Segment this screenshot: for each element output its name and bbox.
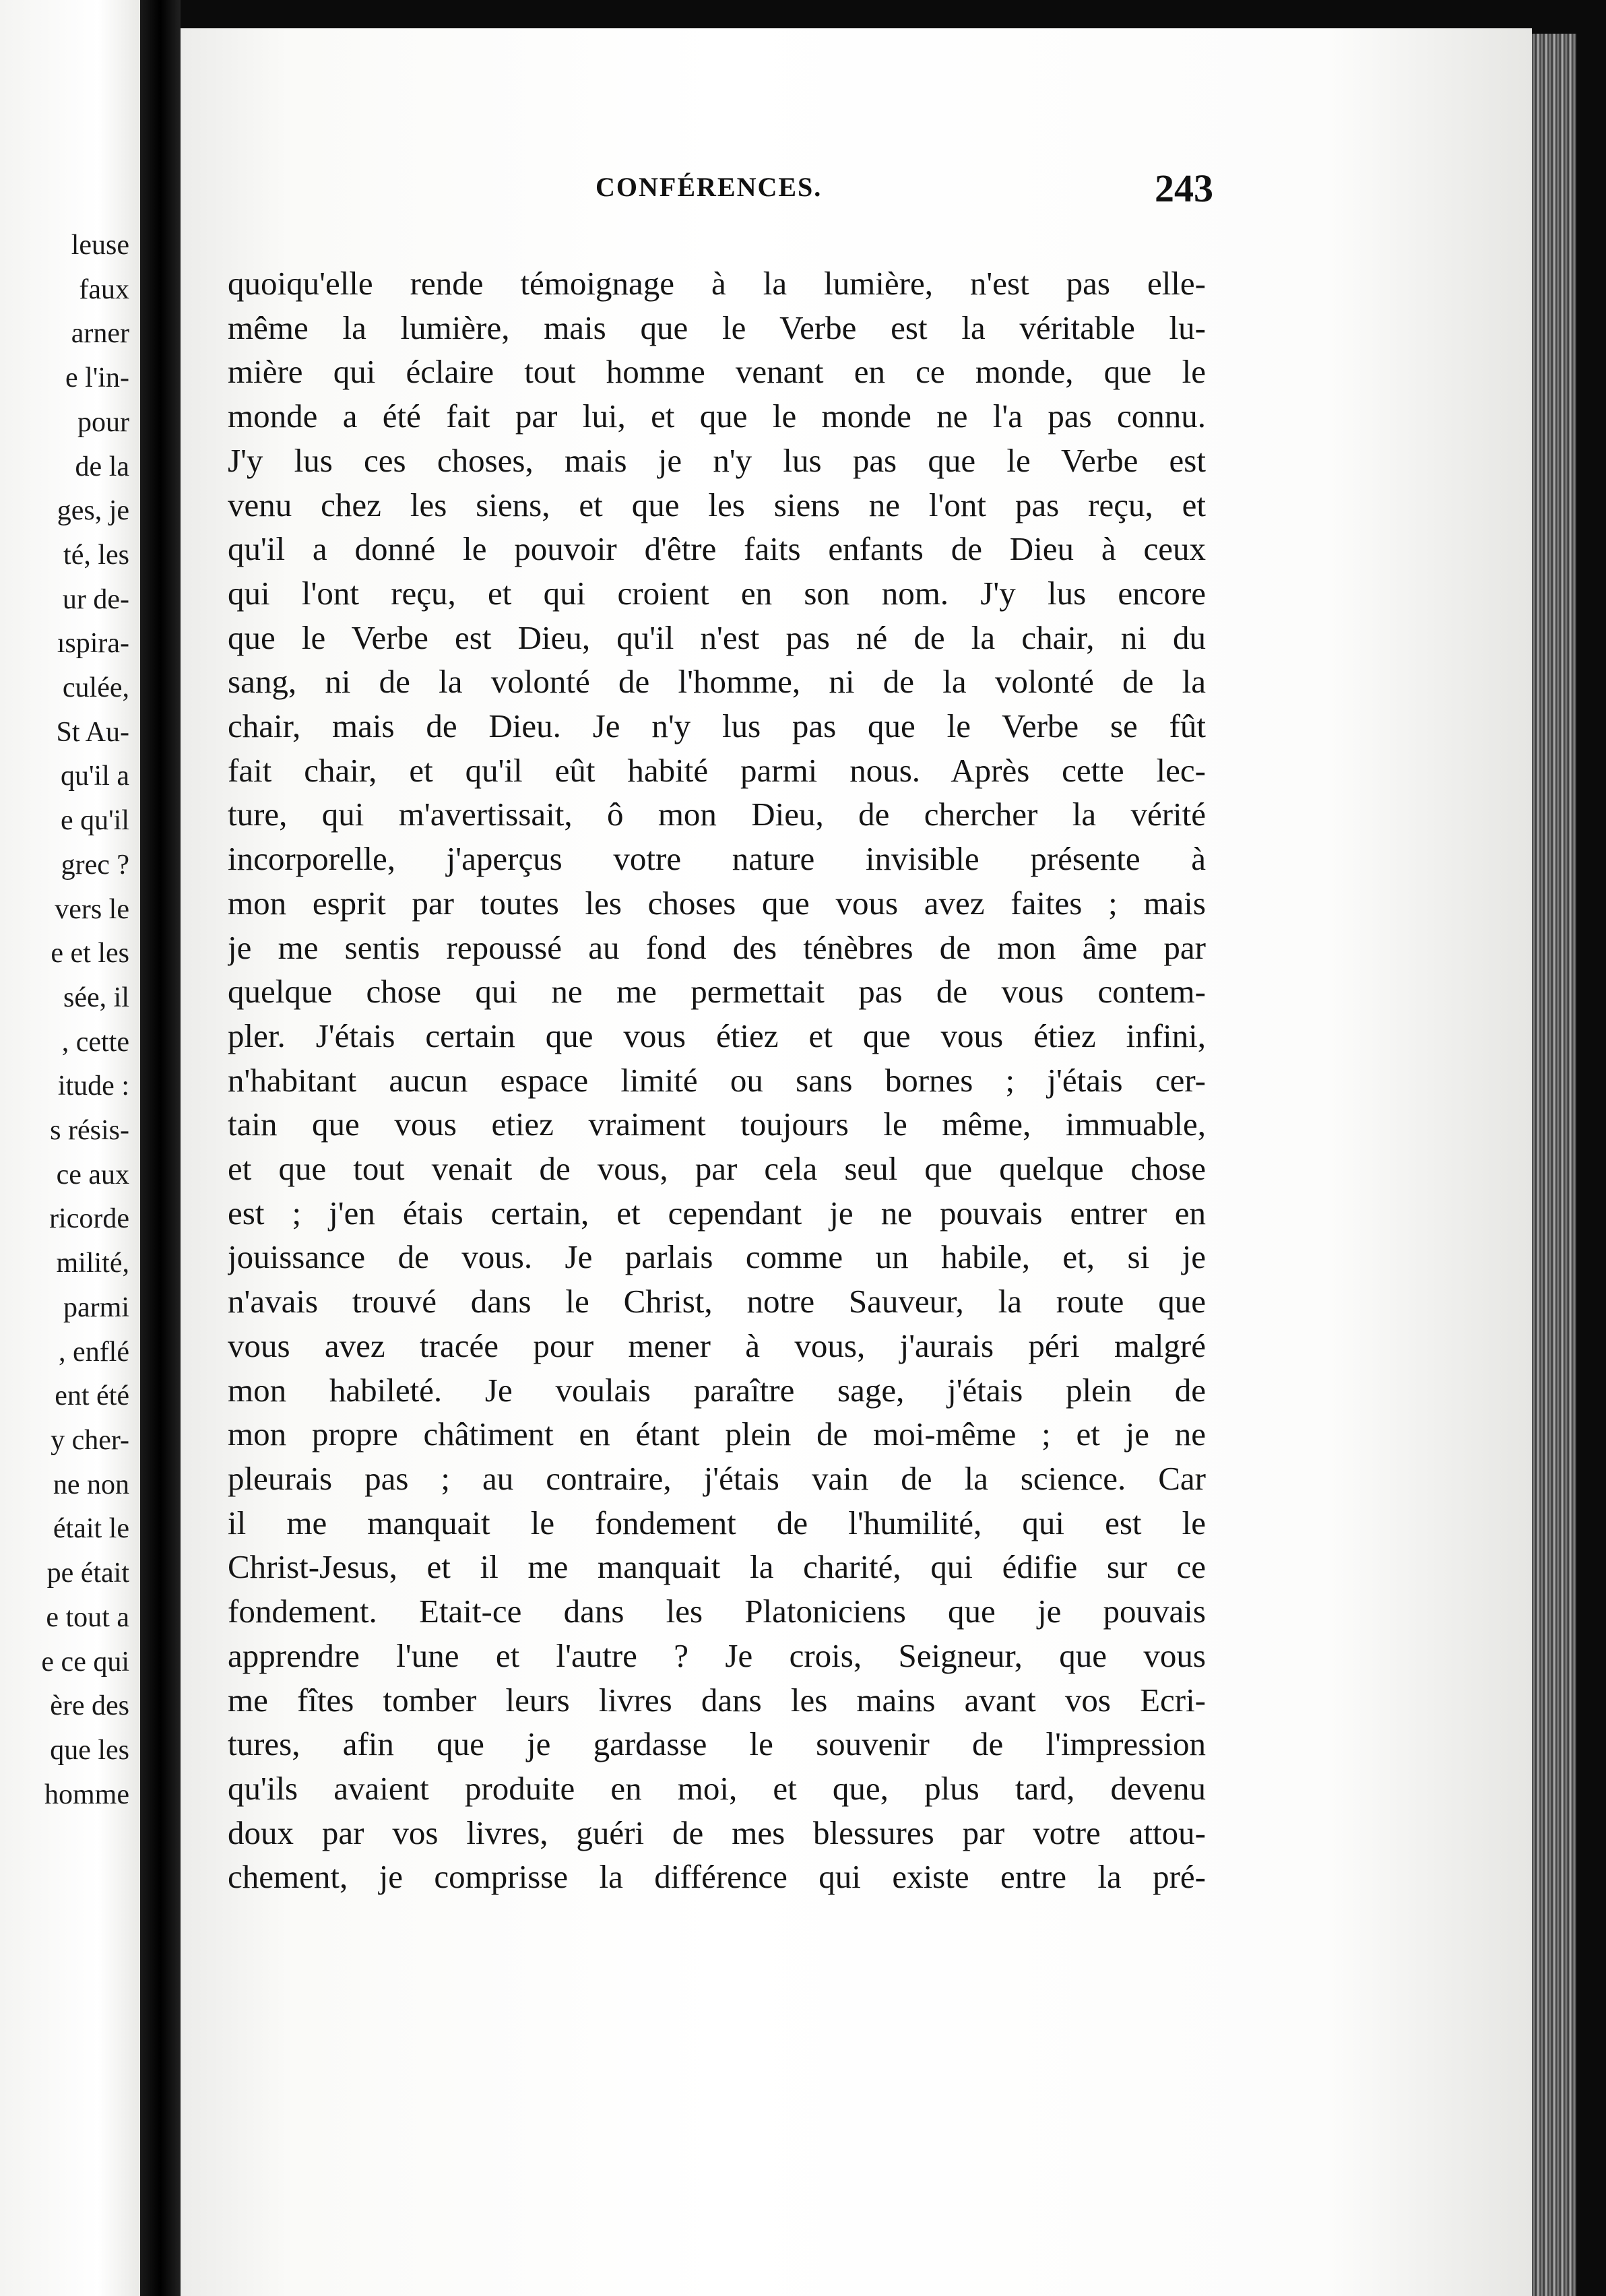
previous-page-line-fragment: sée, il xyxy=(63,982,129,1013)
previous-page-line-fragment: culée, xyxy=(62,672,129,704)
body-text-line: qu'il a donné le pouvoir d'être faits enfants de Dieu à ceux xyxy=(228,530,1206,568)
previous-page-line-fragment: ricorde xyxy=(49,1203,129,1235)
body-text-line: fondement. Etait-ce dans les Platoniciens que je pouvais xyxy=(228,1593,1206,1630)
body-text-line: mon esprit par toutes les choses que vous avez faites ; mais xyxy=(228,884,1206,922)
body-text-line: que le Verbe est Dieu, qu'il n'est pas né de la chair, ni du xyxy=(228,618,1206,656)
body-text-line: quoiqu'elle rende témoignage à la lumière, n'est pas elle- xyxy=(228,265,1206,302)
body-text-line: pler. J'étais certain que vous étiez et que vous étiez infini, xyxy=(228,1017,1206,1054)
page-header xyxy=(181,166,1532,218)
body-text-line: qui l'ont reçu, et qui croient en son nom. J'y lus encore xyxy=(228,574,1206,612)
previous-page-line-fragment: ère des xyxy=(50,1690,129,1722)
previous-page-line-fragment: ur de- xyxy=(62,583,129,615)
previous-page-line-fragment: , enflé xyxy=(59,1336,129,1368)
body-text-line: jouissance de vous. Je parlais comme un habile, et, si je xyxy=(228,1238,1206,1276)
body-text-line: et que tout venait de vous, par cela seul que quelque chose xyxy=(228,1150,1206,1188)
body-text-line: est ; j'en étais certain, et cependant je ne pouvais entrer en xyxy=(228,1194,1206,1232)
body-text-line: même la lumière, mais que le Verbe est la véritable lu- xyxy=(228,309,1206,346)
body-text-line: tain que vous etiez vraiment toujours le même, immuable, xyxy=(228,1106,1206,1143)
body-text-line: chair, mais de Dieu. Je n'y lus pas que le Verbe se fût xyxy=(228,707,1206,745)
body-text-line: me fîtes tomber leurs livres dans les mains avant vos Ecri- xyxy=(228,1681,1206,1719)
previous-page-line-fragment: y cher- xyxy=(51,1424,129,1456)
previous-page-line-fragments xyxy=(41,224,129,1817)
body-text-line: apprendre l'une et l'autre ? Je crois, Seigneur, que vous xyxy=(228,1636,1206,1674)
previous-page-line-fragment: e ce qui xyxy=(41,1646,129,1678)
book-page xyxy=(181,28,1532,2296)
previous-page-line-fragment: s résis- xyxy=(50,1115,129,1147)
previous-page-line-fragment: , cette xyxy=(61,1026,129,1058)
page-number: 243 xyxy=(1155,166,1213,210)
body-text-line: mon propre châtiment en étant plein de moi-même ; et je ne xyxy=(228,1415,1206,1453)
body-text-line: Christ-Jesus, et il me manquait la charité, qui édifie sur ce xyxy=(228,1548,1206,1586)
previous-page-line-fragment: leuse xyxy=(71,230,129,261)
body-text-line: doux par vos livres, guéri de mes blessures par votre attou- xyxy=(228,1814,1206,1851)
previous-page-line-fragment: e l'in- xyxy=(65,362,129,394)
previous-page-line-fragment: de la xyxy=(75,451,129,482)
body-text-line: je me sentis repoussé au fond des ténèbres de mon âme par xyxy=(228,928,1206,966)
previous-page-line-fragment: pe était xyxy=(46,1558,129,1589)
body-text-line: J'y lus ces choses, mais je n'y lus pas que le Verbe est xyxy=(228,441,1206,479)
previous-page-line-fragment: qu'il a xyxy=(60,761,129,792)
body-text xyxy=(228,261,1206,1899)
body-text-line: il me manquait le fondement de l'humilité, qui est le xyxy=(228,1504,1206,1541)
previous-page-line-fragment: ce aux xyxy=(56,1159,129,1190)
body-text-line: mon habileté. Je voulais paraître sage, j'étais plein de xyxy=(228,1371,1206,1409)
body-text-line: ture, qui m'avertissait, ô mon Dieu, de chercher la vérité xyxy=(228,796,1206,833)
running-head: CONFÉRENCES. xyxy=(596,172,823,202)
previous-page-line-fragment: St Au- xyxy=(56,716,129,748)
previous-page-line-fragment: té, les xyxy=(63,539,129,571)
body-text-line: vous avez tracée pour mener à vous, j'aurais péri malgré xyxy=(228,1327,1206,1364)
previous-page-line-fragment: vers le xyxy=(55,893,129,925)
previous-page-line-fragment: parmi xyxy=(63,1292,129,1323)
body-text-line: fait chair, et qu'il eût habité parmi nous. Après cette lec- xyxy=(228,751,1206,789)
previous-page-line-fragment: faux xyxy=(79,274,129,305)
body-text-line: incorporelle, j'aperçus votre nature invisible présente à xyxy=(228,840,1206,878)
body-text-line: chement, je comprisse la différence qui existe entre la pré- xyxy=(228,1858,1206,1896)
previous-page-line-fragment: ıspira- xyxy=(57,628,129,660)
previous-page-line-fragment: e tout a xyxy=(46,1601,129,1633)
previous-page-strip xyxy=(0,0,140,2296)
previous-page-line-fragment: ges, je xyxy=(57,495,129,527)
previous-page-line-fragment: arner xyxy=(71,318,129,350)
previous-page-line-fragment: était le xyxy=(53,1513,129,1545)
body-text-line: n'avais trouvé dans le Christ, notre Sauveur, la route que xyxy=(228,1283,1206,1320)
body-text-line: qu'ils avaient produite en moi, et que, plus tard, devenu xyxy=(228,1769,1206,1807)
previous-page-line-fragment: pour xyxy=(77,406,129,438)
body-text-line: quelque chose qui ne me permettait pas de vous contem- xyxy=(228,973,1206,1011)
body-text-line: tures, afin que je gardasse le souvenir de l'impression xyxy=(228,1725,1206,1763)
previous-page-line-fragment: itude : xyxy=(57,1071,129,1102)
previous-page-line-fragment: milité, xyxy=(56,1248,129,1279)
previous-page-line-fragment: e et les xyxy=(51,938,129,969)
body-text-line: venu chez les siens, et que les siens ne l'ont pas reçu, et xyxy=(228,486,1206,523)
body-text-line: monde a été fait par lui, et que le monde ne l'a pas connu. xyxy=(228,397,1206,435)
previous-page-line-fragment: e qu'il xyxy=(60,805,129,837)
previous-page-line-fragment: ent été xyxy=(55,1380,129,1412)
previous-page-line-fragment: que les xyxy=(50,1734,129,1766)
body-text-line: sang, ni de la volonté de l'homme, ni de la volonté de la xyxy=(228,663,1206,701)
previous-page-line-fragment: homme xyxy=(44,1779,129,1810)
previous-page-line-fragment: ne non xyxy=(53,1469,129,1500)
page-stack-edge xyxy=(1532,34,1576,2296)
body-text-line: n'habitant aucun espace limité ou sans bornes ; j'étais cer- xyxy=(228,1061,1206,1099)
book-gutter xyxy=(140,0,181,2296)
body-text-line: mière qui éclaire tout homme venant en ce monde, que le xyxy=(228,353,1206,391)
previous-page-line-fragment: grec ? xyxy=(61,849,129,881)
body-text-line: pleurais pas ; au contraire, j'étais vain de la science. Car xyxy=(228,1459,1206,1497)
